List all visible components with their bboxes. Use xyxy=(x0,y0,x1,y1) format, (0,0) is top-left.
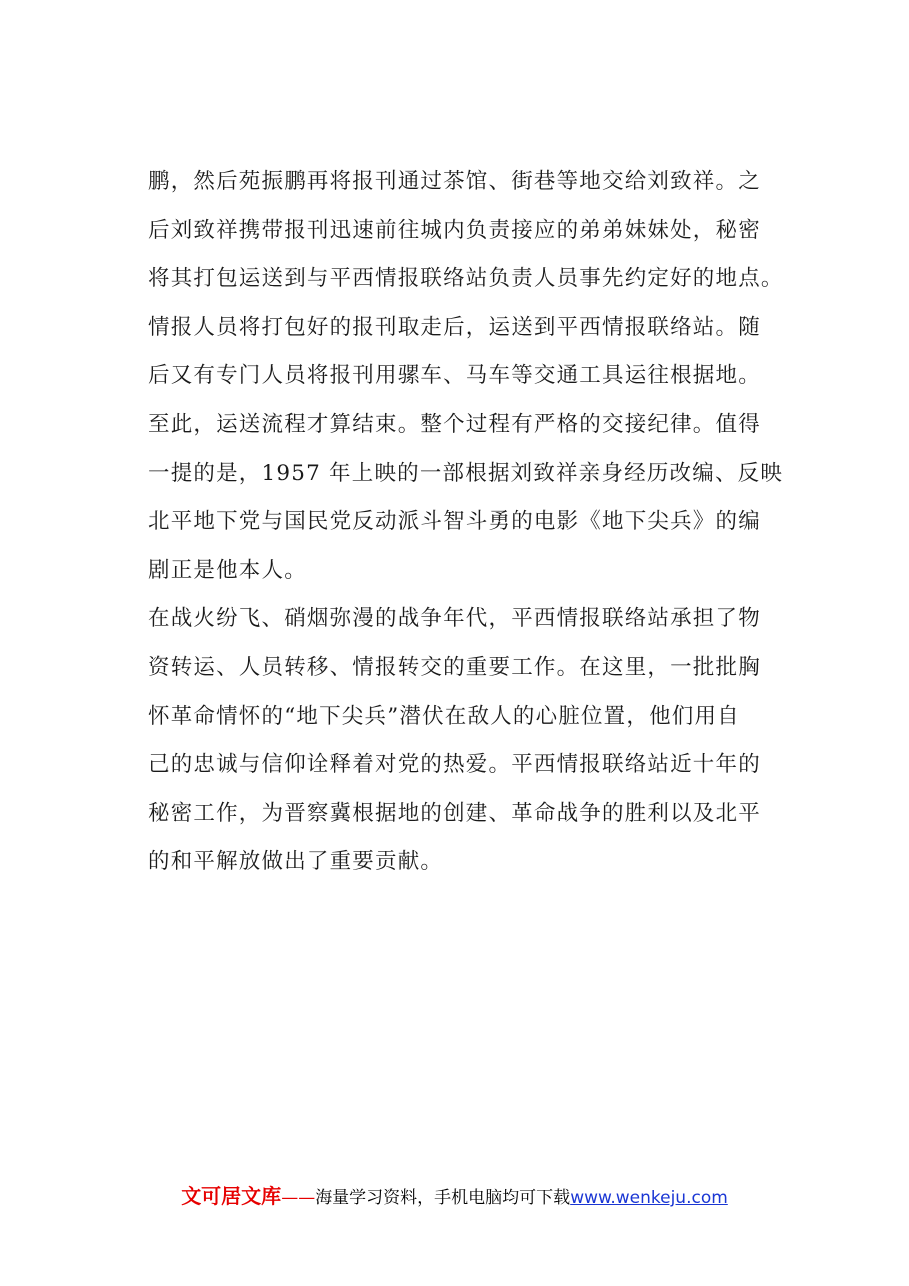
text-line: 资转运、人员转移、情报转交的重要工作。在这里，一批批胸 xyxy=(148,654,761,680)
text-line: 将其打包运送到与平西情报联络站负责人员事先约定好的地点。 xyxy=(148,266,784,292)
text-line: 情报人员将打包好的报刊取走后，运送到平西情报联络站。随 xyxy=(148,314,761,340)
text-line: 一提的是，1957 年上映的一部根据刘致祥亲身经历改编、反映 xyxy=(148,460,784,486)
text-line: 己的忠诚与信仰诠释着对党的热爱。平西情报联络站近十年的 xyxy=(148,752,761,778)
footer xyxy=(0,1180,909,1209)
text-line: 秘密工作，为晋察冀根据地的创建、革命战争的胜利以及北平 xyxy=(148,800,761,826)
text-line: 鹏，然后苑振鹏再将报刊通过茶馆、街巷等地交给刘致祥。之 xyxy=(148,169,761,194)
footer-dash: —— xyxy=(281,1188,316,1208)
footer-slogan: 海量学习资料，手机电脑均可下载 xyxy=(315,1188,571,1208)
text-line: 至此，运送流程才算结束。整个过程有严格的交接纪律。值得 xyxy=(148,411,761,437)
footer-link[interactable]: www.wenkeju.com xyxy=(570,1188,728,1208)
footer-brand: 文可居文库 xyxy=(181,1184,282,1208)
text-line: 在战火纷飞、硝烟弥漫的战争年代，平西情报联络站承担了物 xyxy=(148,606,761,632)
text-line: 剧正是他本人。 xyxy=(148,557,307,583)
body-text xyxy=(148,158,820,887)
text-line: 北平地下党与国民党反动派斗智斗勇的电影《地下尖兵》的编 xyxy=(148,509,761,535)
text-line: 后又有专门人员将报刊用骡车、马车等交通工具运往根据地。 xyxy=(148,363,761,389)
text-line: 怀革命情怀的“地下尖兵”潜伏在敌人的心脏位置，他们用自 xyxy=(148,703,740,729)
text-line: 后刘致祥携带报刊迅速前往城内负责接应的弟弟妹妹处，秘密 xyxy=(148,217,761,243)
text-line: 的和平解放做出了重要贡献。 xyxy=(148,849,444,875)
